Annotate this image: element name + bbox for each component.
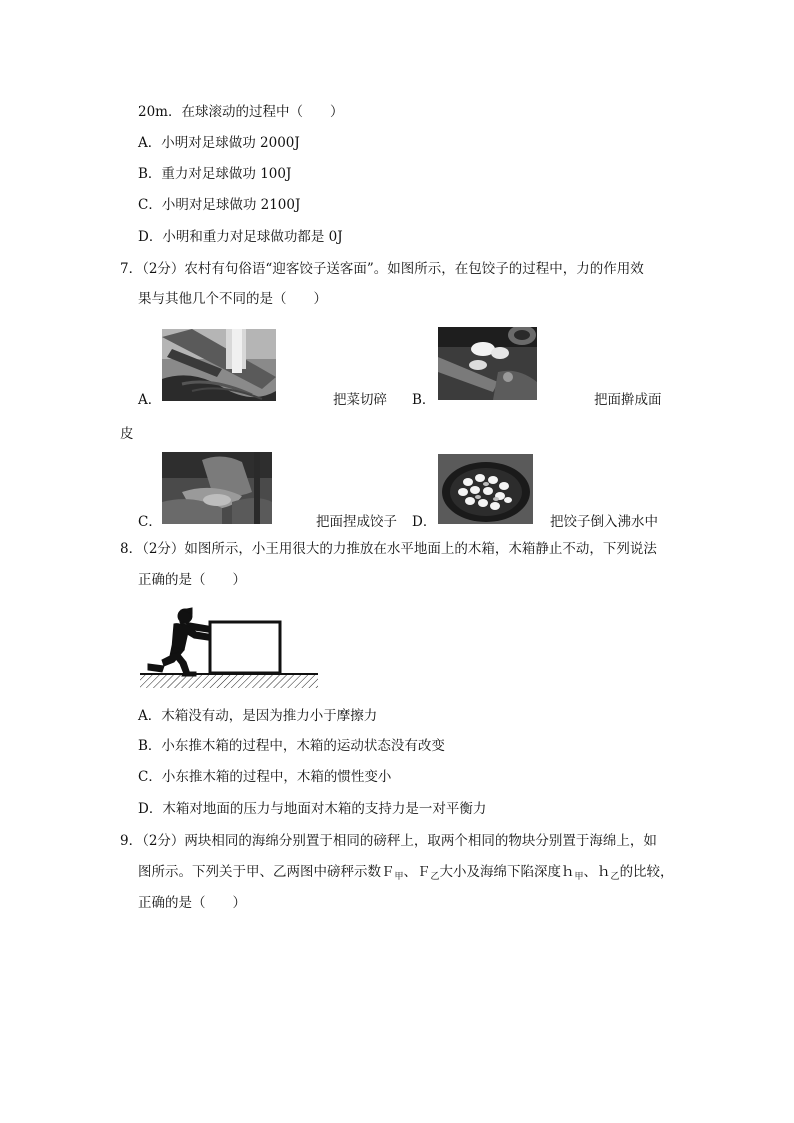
q6-option-b: B．重力对足球做功 100J xyxy=(138,166,292,182)
q7-option-d-text: 把饺子倒入沸水中 xyxy=(550,514,658,530)
q8-option-d: D．木箱对地面的压力与地面对木箱的支持力是一对平衡力 xyxy=(138,801,487,817)
q7-option-b-letter: B． xyxy=(412,392,436,408)
q6-option-d: D．小明和重力对足球做功都是 0J xyxy=(138,229,343,245)
q9-text-sep2: 、ｈ xyxy=(583,864,611,880)
q9-text-a: 图所示。下列关于甲、乙两图中磅秤示数Ｆ xyxy=(138,864,395,880)
q7-stem-line2: 果与其他几个不同的是（ ） xyxy=(138,291,327,307)
q8-option-b: B．小东推木箱的过程中，木箱的运动状态没有改变 xyxy=(138,738,445,754)
q9-subscript-jia-2: 甲 xyxy=(574,872,584,882)
q9-stem-line3: 正确的是（ ） xyxy=(138,895,246,911)
q7-option-c-letter: C． xyxy=(138,514,162,530)
q8-option-c: C．小东推木箱的过程中，木箱的惯性变小 xyxy=(138,769,392,785)
q7-option-b-text: 把面擀成面 xyxy=(594,392,662,408)
q7-option-a-letter: A． xyxy=(138,392,162,408)
q7-option-c-text: 把面捏成饺子 xyxy=(316,514,397,530)
q7-option-a-text: 把菜切碎 xyxy=(333,392,387,408)
q9-subscript-yi-2: 乙 xyxy=(610,872,620,882)
q7-photo-c-shaping-dumplings xyxy=(162,452,272,524)
q8-option-a: A．木箱没有动，是因为推力小于摩擦力 xyxy=(138,708,378,724)
q8-stem-line2: 正确的是（ ） xyxy=(138,572,246,588)
q6-option-c: C．小明对足球做功 2100J xyxy=(138,197,301,213)
q9-subscript-yi: 乙 xyxy=(430,872,440,882)
q8-figure-pushing-box xyxy=(138,604,320,690)
q9-stem-line2 xyxy=(138,862,674,884)
q7-photo-a-cutting-vegetables xyxy=(162,329,276,401)
q7-option-d-letter: D． xyxy=(412,514,437,530)
q8-stem: 8．（2分）如图所示，小王用很大的力推放在水平地面上的木箱，木箱静止不动，下列说法 xyxy=(120,541,657,557)
q6-option-a: A．小明对足球做功 2000J xyxy=(138,135,300,151)
q9-stem: 9．（2分）两块相同的海绵分别置于相同的磅秤上，取两个相同的物块分别置于海绵上，如 xyxy=(120,833,657,849)
q9-text-b: 大小及海绵下陷深度ｈ xyxy=(439,864,575,880)
q7-photo-b-rolling-dough xyxy=(438,327,537,400)
q7-stem: 7．（2分）农村有句俗语“迎客饺子送客面”。如图所示，在包饺子的过程中，力的作用效 xyxy=(120,261,644,277)
q9-text-sep1: 、Ｆ xyxy=(403,864,431,880)
q6-stem-continuation: 20m．在球滚动的过程中（ ） xyxy=(138,104,344,120)
q7-photo-d-dumplings-in-water xyxy=(438,454,533,524)
q9-subscript-jia: 甲 xyxy=(394,872,404,882)
q7-option-b-wrap: 皮 xyxy=(120,426,134,442)
q9-text-c: 的比较， xyxy=(619,864,674,880)
